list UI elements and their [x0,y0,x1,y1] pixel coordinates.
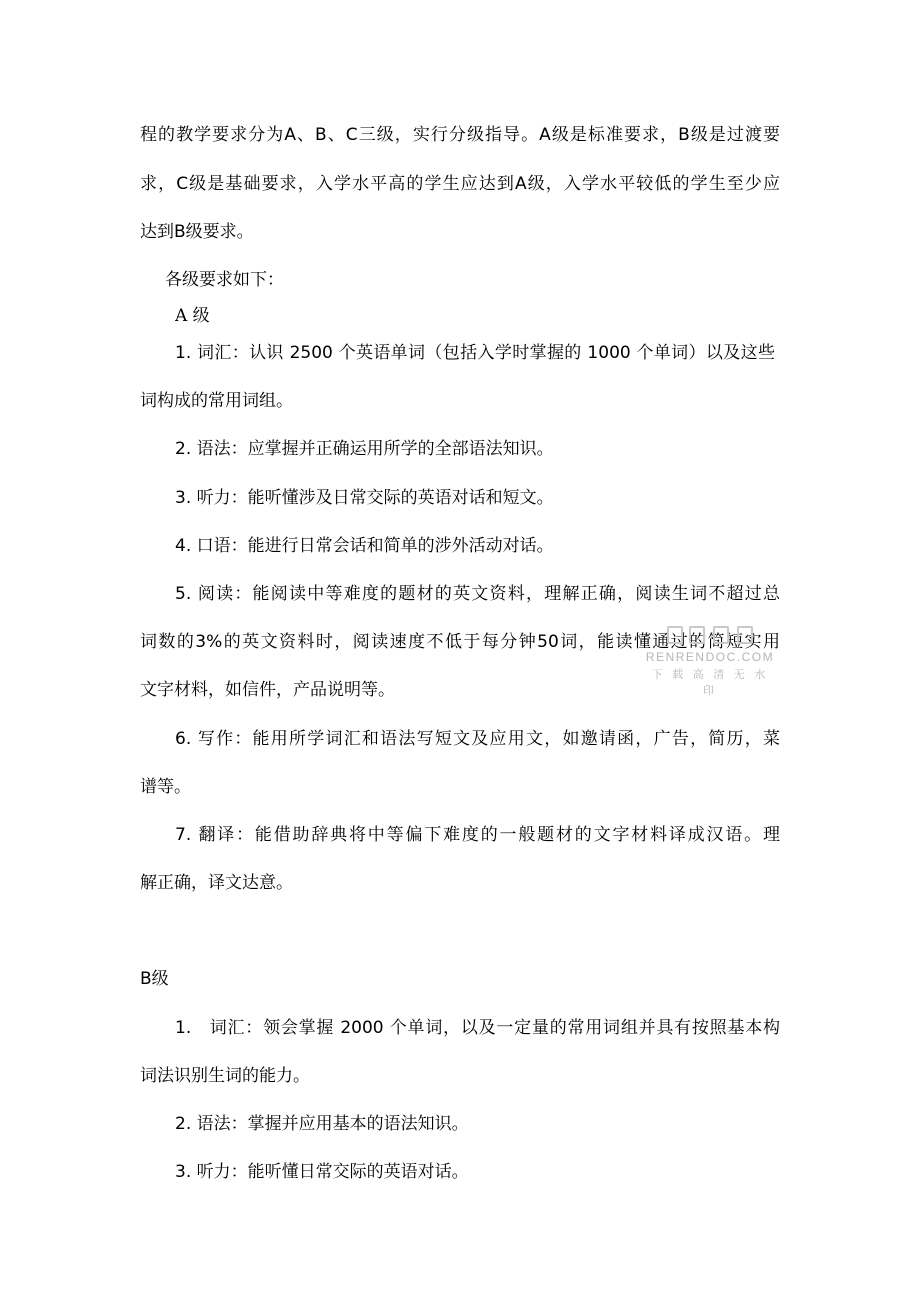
level-b-item-1-line-1: 1. 词汇：领会掌握 2000 个单词，以及一定量的常用词组并具有按照基本构 [175,1018,780,1038]
level-a-item-7-line-1: 7. 翻译：能借助辞典将中等偏下难度的一般题材的文字材料译成汉语。理 [175,825,780,845]
level-a-item-4: 4. 口语：能进行日常会话和简单的涉外活动对话。 [175,536,554,556]
intro-line-1: 程的教学要求分为A、B、C三级，实行分级指导。A级是标准要求，B级是过渡要 [140,125,780,145]
level-a-item-6-line-1: 6. 写作：能用所学词汇和语法写短文及应用文，如邀请函，广告，简历，菜 [175,729,780,749]
level-a-item-1-line-2: 词构成的常用词组。 [140,391,293,411]
level-a-title: A 级 [175,306,210,326]
requirements-heading: 各级要求如下： [165,270,284,290]
intro-line-2: 求，C级是基础要求，入学水平高的学生应达到A级，入学水平较低的学生至少应 [140,174,780,194]
level-b-title: B级 [140,969,169,989]
level-a-item-3: 3. 听力：能听懂涉及日常交际的英语对话和短文。 [175,488,554,508]
watermark-url: RENRENDOC.COM [645,650,775,664]
level-a-item-7-line-2: 解正确，译文达意。 [140,873,293,893]
level-b-item-2: 2. 语法：掌握并应用基本的语法知识。 [175,1114,469,1134]
intro-line-3: 达到B级要求。 [140,222,254,242]
level-a-item-1-line-1: 1. 词汇：认识 2500 个英语单词（包括入学时掌握的 1000 个单词）以及这些 [175,343,775,363]
level-a-item-5-line-2: 词数的3%的英文资料时，阅读速度不低于每分钟50词，能读懂通过的简短实用 [140,632,780,652]
level-a-item-5-line-1: 5. 阅读：能阅读中等难度的题材的英文资料，理解正确，阅读生词不超过总 [175,584,780,604]
level-b-item-3: 3. 听力：能听懂日常交际的英语对话。 [175,1162,469,1182]
level-a-item-6-line-2: 谱等。 [140,777,191,797]
level-b-item-1-line-2: 词法识别生词的能力。 [140,1066,310,1086]
level-a-item-5-line-3: 文字材料，如信件，产品说明等。 [140,680,395,700]
watermark-tagline: 下 载 高 清 无 水 印 [651,668,769,697]
level-a-item-2: 2. 语法：应掌握并正确运用所学的全部语法知识。 [175,439,554,459]
